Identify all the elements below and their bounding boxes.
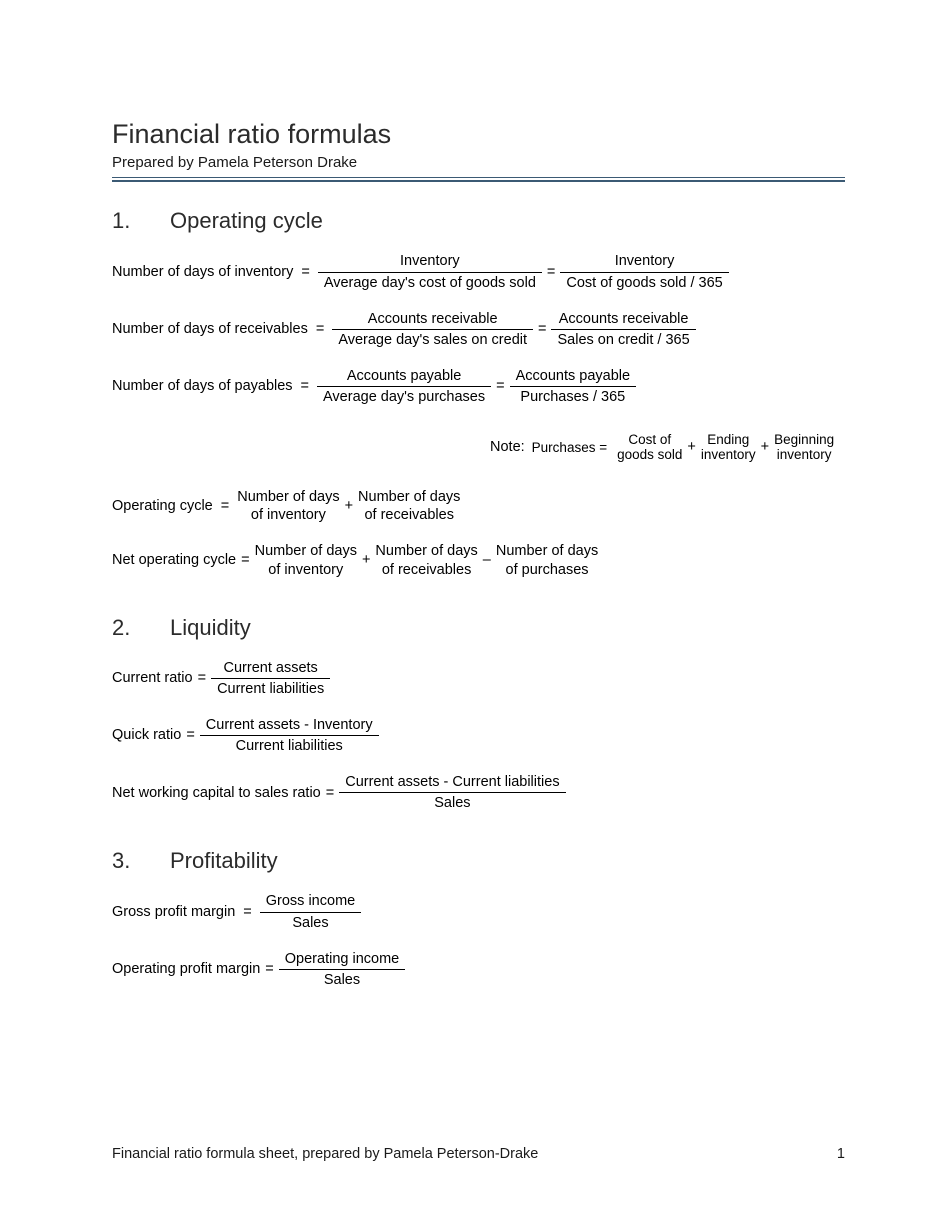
numerator: Current assets - Inventory	[200, 716, 379, 736]
page-title: Financial ratio formulas	[112, 119, 392, 149]
formula-current-ratio	[112, 659, 852, 698]
fraction	[317, 367, 491, 406]
term-line-2: of receivables	[364, 507, 454, 524]
equals-sign: =	[546, 263, 556, 280]
equals-sign: =	[241, 552, 250, 569]
section-liquidity	[112, 615, 852, 813]
formula-label: Number of days of receivables	[112, 321, 308, 338]
term-line-1: Cost of	[628, 432, 672, 448]
numerator: Current assets	[211, 659, 330, 679]
denominator: Average day's purchases	[323, 389, 486, 406]
numerator: Accounts payable	[510, 367, 636, 387]
minus-sign: –	[482, 552, 491, 569]
formula-label: Gross profit margin	[112, 903, 236, 920]
numerator: Accounts receivable	[551, 310, 695, 330]
section-heading	[112, 615, 852, 641]
formula-days-of-inventory	[112, 252, 852, 291]
term-days-of-receivables	[375, 542, 477, 578]
term-line-1: Number of days	[375, 543, 478, 560]
term-days-of-purchases	[496, 542, 598, 578]
section-number: 2.	[112, 614, 131, 640]
term-line-1: Beginning	[774, 432, 835, 448]
numerator: Accounts receivable	[332, 310, 533, 330]
term-line-2: inventory	[700, 447, 756, 463]
section-title: Profitability	[170, 848, 278, 874]
equals-sign: =	[301, 263, 310, 280]
term-days-of-inventory	[255, 542, 357, 578]
formula-gross-profit-margin	[112, 892, 852, 931]
denominator: Average day's cost of goods sold	[323, 274, 536, 291]
denominator: Sales on credit / 365	[557, 331, 690, 348]
equals-sign: =	[220, 498, 230, 515]
term-line-2: of purchases	[505, 561, 589, 578]
footer-text: Financial ratio formula sheet, prepared by Pamela Peterson-Drake	[112, 1146, 539, 1162]
term-line-1: Number of days	[495, 543, 599, 560]
formula-label: Operating cycle	[112, 498, 213, 515]
term-line-2: inventory	[776, 447, 832, 463]
note-purchases	[112, 432, 852, 462]
equals-sign: =	[496, 378, 505, 395]
fraction	[200, 716, 379, 755]
section-title: Operating cycle	[170, 208, 323, 234]
formula-net-working-capital-to-sales	[112, 773, 852, 812]
note-lhs: Purchases =	[531, 439, 608, 455]
equals-sign: =	[186, 727, 195, 744]
equals-sign: =	[197, 670, 207, 687]
note-term-cost-of-goods-sold	[617, 432, 682, 462]
note-label: Note:	[490, 439, 525, 456]
section-heading	[112, 208, 852, 234]
term-days-of-receivables	[358, 488, 460, 524]
section-profitability	[112, 848, 852, 989]
title-block	[112, 118, 852, 182]
equals-sign: =	[300, 378, 310, 395]
term-line-1: Number of days	[254, 543, 357, 560]
denominator: Sales	[434, 795, 471, 812]
equals-sign: =	[315, 321, 325, 338]
formula-days-of-receivables	[112, 310, 852, 349]
term-line-2: goods sold	[617, 447, 683, 463]
formula-net-operating-cycle	[112, 542, 852, 578]
fraction	[332, 310, 533, 349]
formula-label: Current ratio	[112, 670, 193, 687]
formula-operating-profit-margin	[112, 950, 852, 989]
equals-sign: =	[243, 903, 252, 920]
fraction	[339, 773, 565, 812]
fraction	[260, 892, 361, 931]
plus-sign: +	[687, 439, 696, 456]
formula-label: Number of days of inventory	[112, 263, 294, 280]
fraction	[551, 310, 695, 349]
numerator: Inventory	[560, 252, 728, 272]
fraction	[211, 659, 330, 698]
denominator: Sales	[323, 971, 361, 988]
formula-label: Number of days of payables	[112, 378, 293, 395]
section-number: 1.	[112, 208, 131, 234]
denominator: Cost of goods sold / 365	[566, 274, 723, 291]
denominator: Sales	[292, 914, 329, 931]
fraction	[279, 950, 405, 989]
plus-sign: +	[361, 552, 371, 569]
note-term-beginning-inventory	[774, 432, 834, 462]
title-divider	[112, 177, 845, 182]
page-subtitle: Prepared by Pamela Peterson Drake	[112, 154, 358, 172]
fraction	[510, 367, 636, 406]
term-line-1: Ending	[707, 432, 750, 448]
note-term-ending-inventory	[701, 432, 756, 462]
fraction	[560, 252, 728, 291]
numerator: Operating income	[279, 950, 405, 970]
section-number: 3.	[112, 848, 131, 874]
equals-sign: =	[325, 784, 335, 801]
page-footer	[112, 1146, 845, 1162]
plus-sign: +	[760, 439, 770, 456]
fraction	[318, 252, 542, 291]
term-days-of-inventory	[237, 488, 339, 524]
term-line-1: Number of days	[358, 489, 461, 506]
denominator: Current liabilities	[217, 680, 325, 697]
plus-sign: +	[344, 498, 354, 515]
formula-label: Operating profit margin	[112, 961, 261, 978]
formula-label: Net operating cycle	[112, 552, 237, 569]
numerator: Gross income	[260, 892, 361, 912]
numerator: Current assets - Current liabilities	[339, 773, 565, 793]
section-operating-cycle	[112, 208, 852, 578]
formula-operating-cycle	[112, 488, 852, 524]
numerator: Accounts payable	[317, 367, 491, 387]
denominator: Purchases / 365	[520, 389, 626, 406]
equals-sign: =	[265, 961, 274, 978]
formula-label: Quick ratio	[112, 727, 182, 744]
denominator: Average day's sales on credit	[338, 331, 528, 348]
numerator: Inventory	[318, 252, 542, 272]
page-number: 1	[836, 1146, 845, 1162]
denominator: Current liabilities	[235, 738, 343, 755]
term-line-2: of receivables	[381, 561, 472, 578]
term-line-2: of inventory	[268, 561, 344, 578]
section-title: Liquidity	[170, 614, 251, 640]
section-heading	[112, 848, 852, 874]
formula-label: Net working capital to sales ratio	[112, 784, 321, 801]
term-line-2: of inventory	[250, 507, 326, 524]
formula-quick-ratio	[112, 716, 852, 755]
document-body	[112, 118, 852, 989]
equals-sign: =	[538, 321, 547, 338]
formula-days-of-payables	[112, 367, 852, 406]
term-line-1: Number of days	[237, 489, 340, 506]
